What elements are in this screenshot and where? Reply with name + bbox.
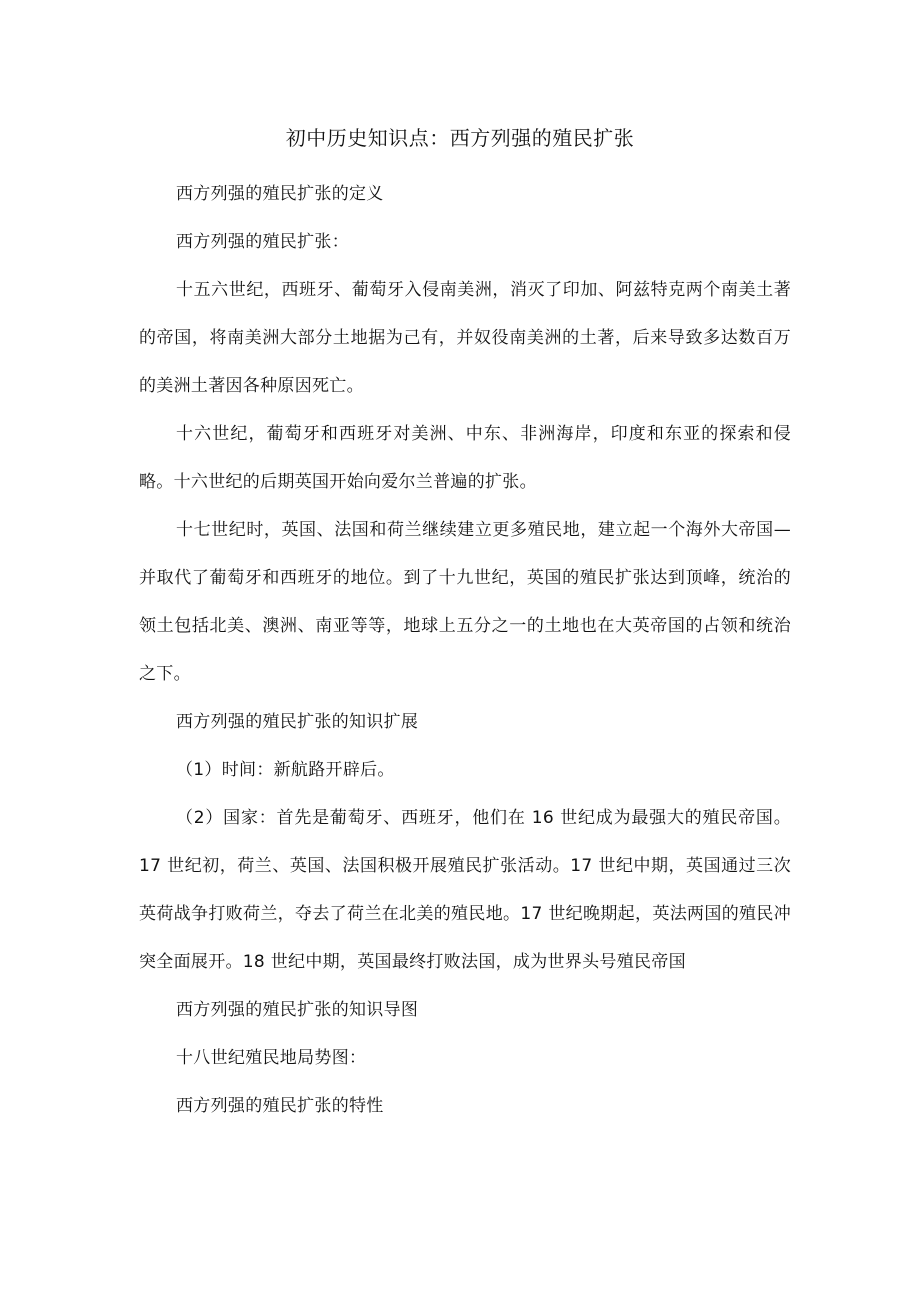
document-title: 初中历史知识点：西方列强的殖民扩张 (285, 126, 635, 150)
paragraph-definition-label: 西方列强的殖民扩张： (176, 232, 349, 252)
paragraph-characteristics-heading: 西方列强的殖民扩张的特性 (176, 1096, 384, 1116)
paragraph-16th-century: 十六世纪，葡萄牙和西班牙对美洲、中东、非洲海岸，印度和东亚的探索和侵略。十六世纪的后期英国开始向爱尔兰普遍的扩张。 (139, 424, 791, 492)
paragraph-mind-map-heading: 西方列强的殖民扩张的知识导图 (176, 1000, 419, 1020)
paragraph-countries: （2）国家：首先是葡萄牙、西班牙，他们在 16 世纪成为最强大的殖民帝国。17 世纪初，荷兰、英国、法国积极开展殖民扩张活动。17 世纪中期，英国通过三次英荷战争打败荷兰，夺去了荷兰在北美的殖民地。17 世纪晚期起，英法两国的殖民冲突全面展开。18 世纪中期，英国最终打败法国，成为世界头号殖民帝国 (139, 808, 791, 972)
paragraph-knowledge-extension-heading: 西方列强的殖民扩张的知识扩展 (176, 712, 419, 732)
paragraph-17th-century: 十七世纪时，英国、法国和荷兰继续建立更多殖民地，建立起一个海外大帝国—并取代了葡萄牙和西班牙的地位。到了十九世纪，英国的殖民扩张达到顶峰，统治的领土包括北美、澳洲、南亚等等，地球上五分之一的土地也在大英帝国的占领和统治之下。 (139, 520, 791, 684)
paragraph-15-16th-century: 十五六世纪，西班牙、葡萄牙入侵南美洲，消灭了印加、阿兹特克两个南美土著的帝国，将南美洲大部分土地据为己有，并奴役南美洲的土著，后来导致多达数百万的美洲土著因各种原因死亡。 (139, 280, 791, 396)
paragraph-definition-heading: 西方列强的殖民扩张的定义 (176, 184, 384, 204)
paragraph-time: （1）时间：新航路开辟后。 (176, 760, 395, 780)
paragraph-18th-century-map: 十八世纪殖民地局势图： (176, 1048, 367, 1068)
document-body (139, 170, 791, 1130)
